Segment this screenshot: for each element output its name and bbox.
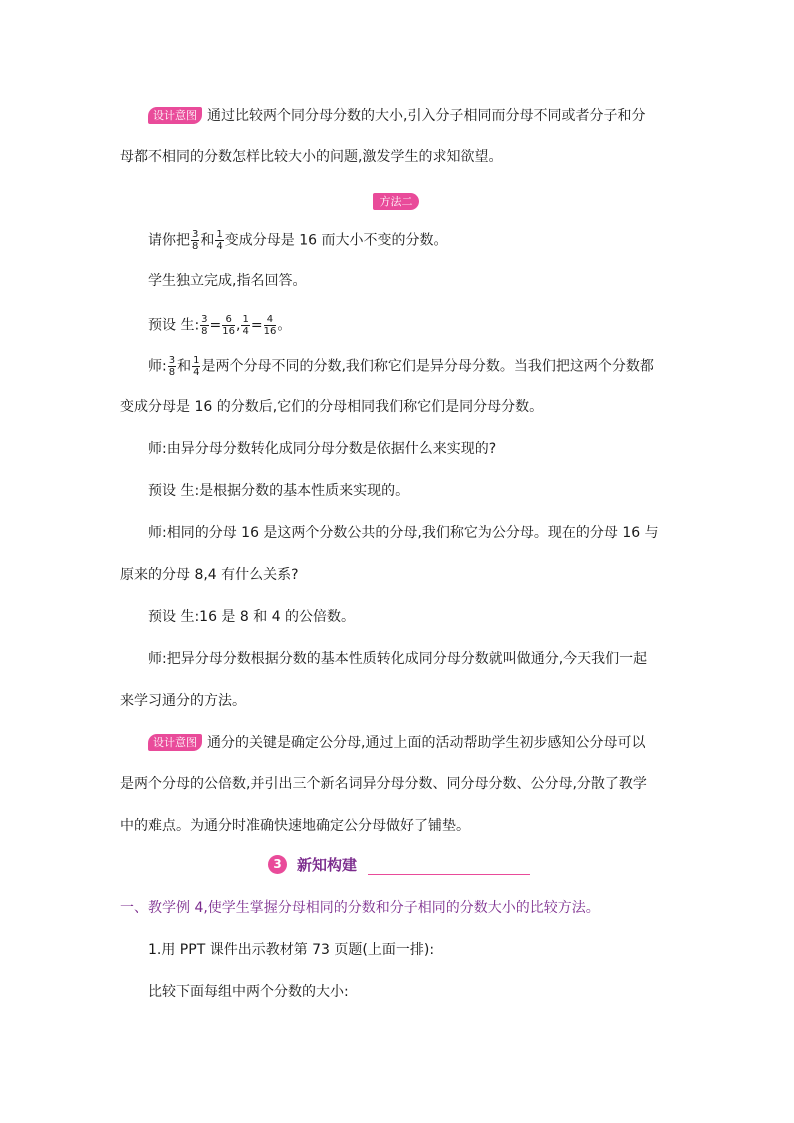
- teacher-line-4b: 来学习通分的方法。: [120, 693, 246, 709]
- design-intent-2-line-2: 是两个分母的公倍数,并引出三个新名词异分母分数、同分母分数、公分母,分散了教学: [120, 776, 647, 792]
- ppt-line: 1.用 PPT 课件出示教材第 73 页题(上面一排):: [148, 942, 435, 958]
- fraction: $\frac{4}{16}$: [263, 314, 277, 337]
- teacher-line-2: 师:由异分母分数转化成同分母分数是依据什么来实现的?: [148, 441, 497, 457]
- fraction: $\frac{1}{4}$: [216, 229, 223, 252]
- design-intent-2-line-3: 中的难点。为通分时准确快速地确定公分母做好了铺垫。: [120, 818, 470, 834]
- teacher-line-3a: 师:相同的分母 16 是这两个分数公共的分母,我们称它为公分母。现在的分母 16 与: [148, 525, 659, 541]
- preset-line-1: 预设 生: $\frac{3}{8}$ = $\frac{6}{16}$ , $\frac{1}{4}$ = $\frac{4}{16}$ 。: [148, 314, 292, 337]
- design-intent-badge: 设计意图: [148, 107, 202, 124]
- compare-line: 比较下面每组中两个分数的大小:: [148, 984, 349, 1000]
- section-title: 新知构建: [297, 856, 358, 874]
- fraction: $\frac{6}{16}$: [222, 314, 236, 337]
- design-intent-line-2: 母都不相同的分数怎样比较大小的问题,激发学生的求知欲望。: [120, 149, 503, 165]
- teacher-line-1: 师: $\frac{3}{8}$ 和 $\frac{1}{4}$ 是两个分母不同的分数,我们称它们是异分母分数。当我们把这两个分数都: [148, 355, 654, 378]
- preset-line-3: 预设 生:16 是 8 和 4 的公倍数。: [148, 609, 356, 625]
- section-header: [268, 853, 530, 877]
- fraction: $\frac{1}{4}$: [242, 314, 249, 337]
- section-divider: [368, 874, 530, 875]
- fraction: $\frac{3}{8}$: [168, 355, 176, 378]
- question-line: 请你把 $\frac{3}{8}$ 和 $\frac{1}{4}$ 变成分母是 16 而大小不变的分数。: [148, 229, 448, 252]
- section-number: 3: [268, 855, 287, 874]
- method-tag: 方法二: [373, 193, 419, 210]
- design-intent-2-line-1: 设计意图 通分的关键是确定公分母,通过上面的活动帮助学生初步感知公分母可以: [148, 733, 645, 753]
- independent-line: 学生独立完成,指名回答。: [148, 273, 307, 289]
- fraction: $\frac{3}{8}$: [192, 229, 199, 252]
- design-intent-line-1: 设计意图 通过比较两个同分母分数的大小,引入分子相同而分母不同或者分子和分: [148, 106, 645, 126]
- teacher-line-1b: 变成分母是 16 的分数后,它们的分母相同我们称它们是同分母分数。: [120, 399, 544, 415]
- design-intent-badge: 设计意图: [148, 734, 202, 751]
- fraction: $\frac{3}{8}$: [201, 314, 208, 337]
- teacher-line-3b: 原来的分母 8,4 有什么关系?: [120, 567, 299, 583]
- fraction: $\frac{1}{4}$: [193, 355, 200, 378]
- teacher-line-4a: 师:把异分母分数根据分数的基本性质转化成同分母分数就叫做通分,今天我们一起: [148, 651, 648, 667]
- preset-line-2: 预设 生:是根据分数的基本性质来实现的。: [148, 483, 410, 499]
- heading-1: 一、教学例 4,使学生掌握分母相同的分数和分子相同的分数大小的比较方法。: [120, 900, 600, 916]
